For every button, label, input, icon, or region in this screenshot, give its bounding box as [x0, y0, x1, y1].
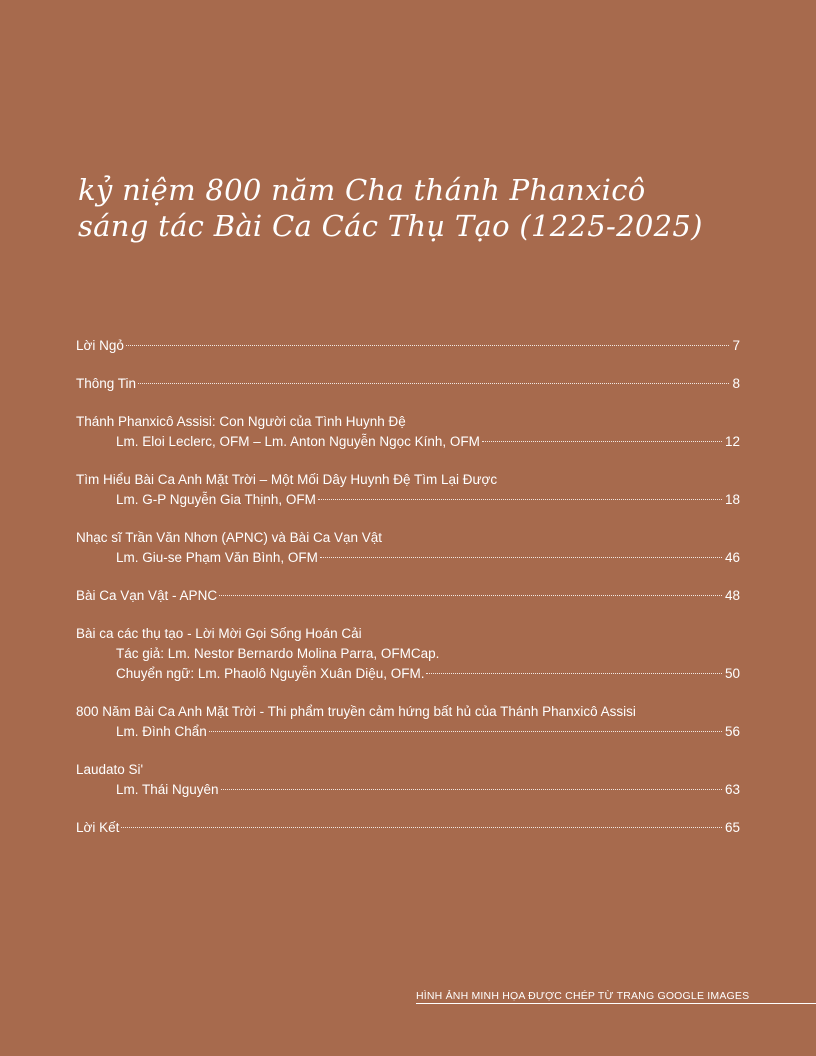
- toc-page-number: 8: [732, 376, 740, 391]
- toc-page-number: 63: [724, 782, 740, 797]
- toc-entry-title: 800 Năm Bài Ca Anh Mặt Trời - Thi phẩm truyền cảm hứng bất hủ của Thánh Phanxicô Assisi: [76, 704, 636, 719]
- toc-entry[interactable]: [76, 586, 740, 606]
- toc-page-number: 48: [724, 588, 740, 603]
- toc-entry[interactable]: [76, 412, 740, 452]
- toc-entry-title: Lời Kết: [76, 820, 120, 835]
- title-line-2: sáng tác Bài Ca Các Thụ Tạo (1225-2025): [78, 209, 703, 243]
- toc-entry-title: Bài Ca Vạn Vật - APNC: [76, 588, 218, 603]
- toc-entry[interactable]: [76, 336, 740, 356]
- page-title: [78, 172, 703, 244]
- dot-leader: [138, 383, 729, 384]
- toc-page-number: 46: [724, 550, 740, 565]
- toc-page-number: 50: [724, 666, 740, 681]
- dot-leader: [320, 557, 722, 558]
- toc-entry-author: Lm. Đình Chẩn: [116, 724, 207, 739]
- toc-entry-author: Lm. G-P Nguyễn Gia Thịnh, OFM: [116, 492, 316, 507]
- toc-entry-title: Thông Tin: [76, 376, 137, 391]
- dot-leader: [318, 499, 722, 500]
- toc-entry-author: Lm. Thái Nguyên: [116, 782, 219, 797]
- toc-entry-author: Lm. Eloi Leclerc, OFM – Lm. Anton Nguyễn Ngọc Kính, OFM: [116, 434, 480, 449]
- image-credit-footer: HÌNH ẢNH MINH HỌA ĐƯỢC CHÉP TỪ TRANG GOOGLE IMAGES: [416, 990, 750, 1002]
- title-line-1: kỷ niệm 800 năm Cha thánh Phanxicô: [78, 173, 646, 207]
- toc-entry-author-line: Tác giả: Lm. Nestor Bernardo Molina Parra, OFMCap.: [116, 646, 440, 661]
- footer-divider: [416, 1003, 816, 1004]
- dot-leader: [482, 441, 722, 442]
- toc-entry[interactable]: [76, 470, 740, 510]
- dot-leader: [209, 731, 722, 732]
- toc-page-number: 12: [724, 434, 740, 449]
- toc-page-number: 56: [724, 724, 740, 739]
- toc-entry-author: Lm. Giu-se Phạm Văn Bình, OFM: [116, 550, 318, 565]
- toc-page-number: 18: [724, 492, 740, 507]
- toc-entry[interactable]: [76, 624, 740, 684]
- toc-entry[interactable]: [76, 702, 740, 742]
- dot-leader: [221, 789, 722, 790]
- toc-entry-title: Lời Ngỏ: [76, 338, 124, 353]
- table-of-contents: [76, 336, 740, 838]
- toc-entry-author: Chuyển ngữ: Lm. Phaolô Nguyễn Xuân Diệu, OFM.: [116, 666, 425, 681]
- toc-entry-title: Tìm Hiểu Bài Ca Anh Mặt Trời – Một Mối Dây Huynh Đệ Tìm Lại Được: [76, 472, 498, 487]
- toc-page-number: 65: [724, 820, 740, 835]
- toc-entry[interactable]: [76, 818, 740, 838]
- toc-entry-title: Thánh Phanxicô Assisi: Con Người của Tình Huynh Đệ: [76, 414, 406, 429]
- dot-leader: [426, 673, 722, 674]
- toc-page-number: 7: [732, 338, 740, 353]
- toc-entry[interactable]: [76, 374, 740, 394]
- toc-entry[interactable]: [76, 760, 740, 800]
- dot-leader: [126, 345, 730, 346]
- toc-entry-title: Laudato Si': [76, 762, 144, 777]
- dot-leader: [219, 595, 722, 596]
- toc-entry-title: Nhạc sĩ Trần Văn Nhơn (APNC) và Bài Ca Vạn Vật: [76, 530, 382, 545]
- toc-entry-title: Bài ca các thụ tạo - Lời Mời Gọi Sống Hoán Cải: [76, 626, 362, 641]
- toc-entry[interactable]: [76, 528, 740, 568]
- dot-leader: [121, 827, 722, 828]
